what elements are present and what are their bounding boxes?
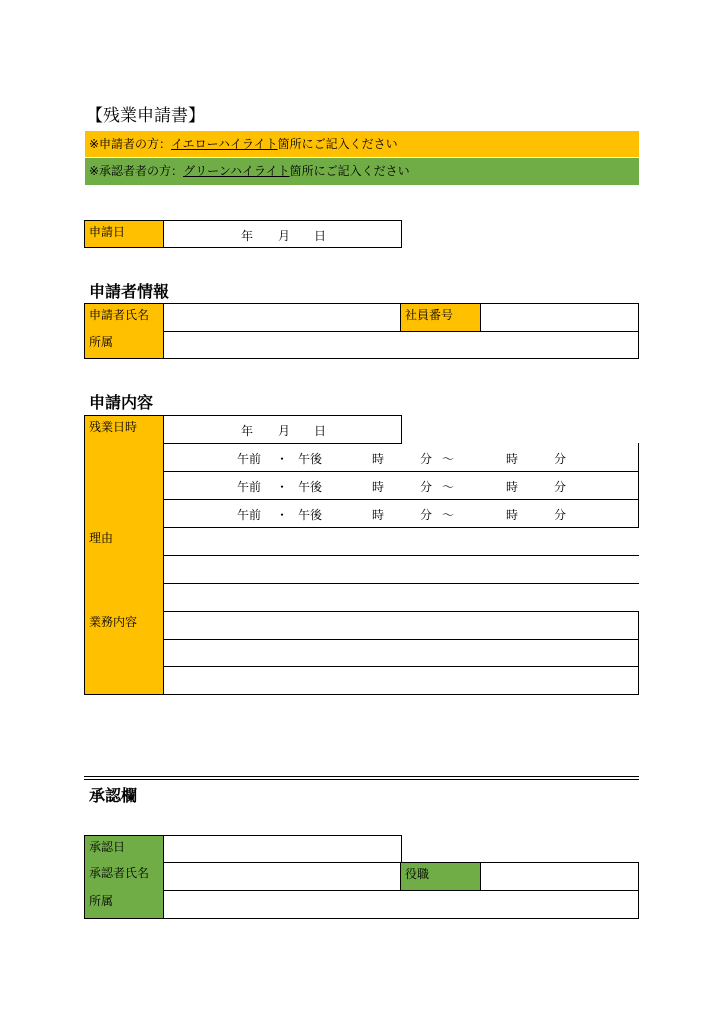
time-dot: ・ (276, 452, 289, 466)
time-tilde: ～ (442, 452, 455, 466)
approver-name-label: 承認者氏名 (84, 862, 164, 891)
affiliation-label: 所属 (84, 331, 164, 359)
overtime-month: 月 (278, 424, 291, 438)
position-field[interactable] (480, 862, 639, 891)
reason-line[interactable] (163, 555, 639, 584)
time-end-minute: 分 (554, 508, 567, 522)
employee-no-label: 社員番号 (400, 303, 481, 332)
application-date-label: 申請日 (84, 220, 164, 248)
approver-note-suffix: 箇所にご記入ください (289, 164, 410, 178)
work-content-line[interactable] (163, 666, 639, 695)
approver-name-field[interactable] (163, 862, 401, 891)
content-heading: 申請内容 (89, 393, 154, 412)
applicant-note-highlight: イエローハイライト (171, 137, 278, 151)
affiliation-field[interactable] (163, 331, 639, 359)
time-end-hour: 時 (506, 452, 519, 466)
applicant-heading: 申請者情報 (89, 282, 170, 301)
time-end-minute: 分 (554, 452, 567, 466)
approver-note-highlight: グリーンハイライト (183, 164, 290, 178)
time-pm: 午後 (298, 452, 323, 466)
application-date-day: 日 (314, 229, 327, 243)
work-content-line[interactable] (163, 611, 639, 640)
position-label: 役職 (400, 862, 481, 891)
time-hour: 時 (372, 508, 385, 522)
approval-affiliation-field[interactable] (163, 890, 639, 919)
applicant-name-field[interactable] (163, 303, 401, 332)
time-am: 午前 (237, 480, 262, 494)
time-pm: 午後 (298, 508, 323, 522)
time-row-field[interactable] (163, 443, 639, 472)
applicant-name-label: 申請者氏名 (84, 303, 164, 332)
time-minute: 分 (420, 480, 433, 494)
time-hour: 時 (372, 480, 385, 494)
time-dot: ・ (276, 508, 289, 522)
time-minute: 分 (420, 508, 433, 522)
overtime-year: 年 (241, 424, 254, 438)
approval-date-field[interactable] (163, 835, 402, 863)
form-title: 【残業申請書】 (86, 106, 205, 126)
applicant-note-prefix: ※申請者の方： (89, 137, 172, 151)
employee-no-field[interactable] (480, 303, 639, 332)
work-content-label: 業務内容 (84, 611, 164, 695)
time-minute: 分 (420, 452, 433, 466)
time-hour: 時 (372, 452, 385, 466)
applicant-note-suffix: 箇所にご記入ください (277, 137, 398, 151)
reason-line[interactable] (163, 583, 639, 612)
application-date-year: 年 (241, 229, 254, 243)
time-dot: ・ (276, 480, 289, 494)
approval-heading: 承認欄 (89, 786, 138, 805)
reason-label: 理由 (84, 527, 164, 612)
time-tilde: ～ (442, 508, 455, 522)
work-content-line[interactable] (163, 639, 639, 667)
applicant-note (85, 131, 639, 157)
overtime-day: 日 (314, 424, 327, 438)
approval-date-label: 承認日 (84, 835, 164, 863)
time-end-hour: 時 (506, 480, 519, 494)
time-end-hour: 時 (506, 508, 519, 522)
time-pm: 午後 (298, 480, 323, 494)
approver-note (85, 158, 639, 185)
time-am: 午前 (237, 452, 262, 466)
time-tilde: ～ (442, 480, 455, 494)
approval-divider (84, 776, 639, 780)
approver-note-prefix: ※承認者者の方： (89, 164, 184, 178)
approval-affiliation-label: 所属 (84, 890, 164, 919)
time-end-minute: 分 (554, 480, 567, 494)
reason-line[interactable] (163, 527, 639, 556)
time-row-field[interactable] (163, 499, 639, 528)
overtime-datetime-label: 残業日時 (84, 415, 164, 528)
time-row-field[interactable] (163, 471, 639, 500)
time-am: 午前 (237, 508, 262, 522)
application-date-month: 月 (278, 229, 291, 243)
